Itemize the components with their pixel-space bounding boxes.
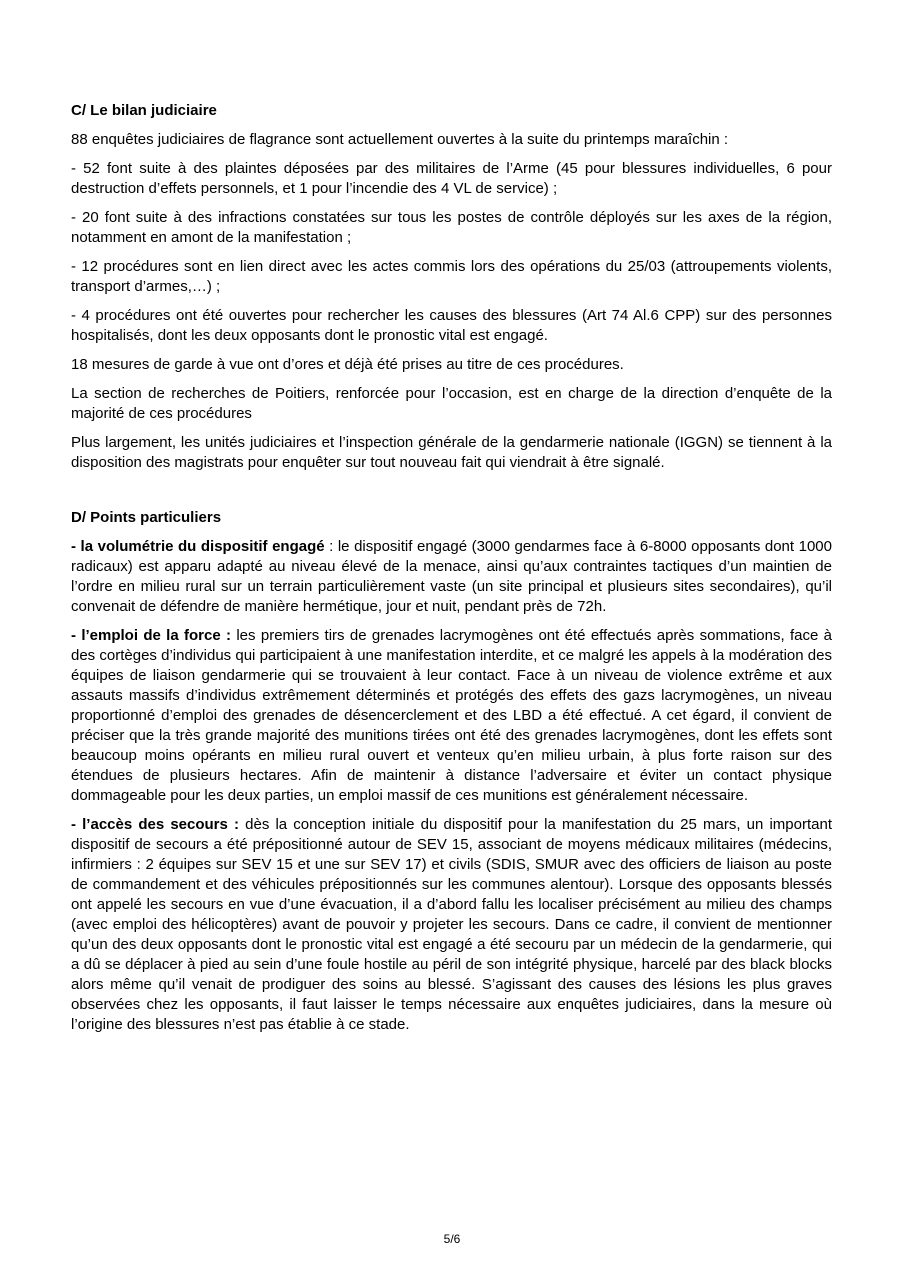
point-item bbox=[71, 537, 832, 617]
point-text: les premiers tirs de grenades lacrymogènes ont été effectués après sommations, face à des cortèges d’individus qui participaient à une manifestation interdite, et ce malgré les appels à la modération des équipes de liaison gendarmerie qui se trouvaient à leur contact. Face à un niveau de violence extrême et aux assauts massifs d’individus extrêmement déterminés et protégés des effets des gazs lacrymogènes, un niveau proportionné d’emploi des grenades de désencerclement et des LBD a été effectué. A cet égard, il convient de préciser que la très grande majorité des munitions tirées ont été des grenades lacrymogènes, dont les effets sont beaucoup moins opérants en milieu rural ouvert et venteux qu’en milieu urbain, à plus forte raison sur des étendues de plusieurs hectares. Afin de maintenir à distance l’adversaire et éviter un contact physique dommageable pour les deux parties, un emploi massif de ces munitions est généralement nécessaire. bbox=[71, 627, 832, 804]
document-page bbox=[71, 100, 832, 1044]
paragraph: Plus largement, les unités judiciaires et l’inspection générale de la gendarmerie nationale (IGGN) se tiennent à la disposition des magistrats pour enquêter sur tout nouveau fait qui viendrait à être signalé. bbox=[71, 434, 832, 471]
point-text: : le dispositif engagé (3000 gendarmes face à 6-8000 opposants dont 1000 radicaux) est apparu adapté au niveau élevé de la menace, ainsi qu’aux contraintes tactiques d’un maintien de l’ordre en milieu rural sur un terrain particulièrement vaste (un site principal et plusieurs sites secondaires), qu’il convenait de défendre de manière hermétique, jour et nuit, pendant près de 72h. bbox=[71, 538, 832, 615]
section-judicial-review bbox=[71, 100, 832, 473]
page-number: 5/6 bbox=[443, 1232, 461, 1246]
paragraph: - 20 font suite à des infractions constatées sur tous les postes de contrôle déployés sur les axes de la région, notamment en amont de la manifestation ; bbox=[71, 209, 832, 246]
point-lead: - l’accès des secours : bbox=[71, 816, 239, 833]
paragraph: - 12 procédures sont en lien direct avec les actes commis lors des opérations du 25/03 (attroupements violents, transport d’armes,…) ; bbox=[71, 258, 832, 295]
section-particular-points bbox=[71, 507, 832, 1035]
paragraph: - 4 procédures ont été ouvertes pour rechercher les causes des blessures (Art 74 Al.6 CPP) sur des personnes hospitalisés, dont les deux opposants dont le pronostic vital est engagé. bbox=[71, 307, 832, 344]
paragraph: - 52 font suite à des plaintes déposées par des militaires de l’Arme (45 pour blessures individuelles, 6 pour destruction d’effets personnels, et 1 pour l’incendie des 4 VL de service) ; bbox=[71, 160, 832, 197]
section-d-heading: D/ Points particuliers bbox=[71, 509, 222, 526]
point-lead: - l’emploi de la force : bbox=[71, 627, 232, 644]
paragraph: 88 enquêtes judiciaires de flagrance sont actuellement ouvertes à la suite du printemps maraîchin : bbox=[71, 131, 729, 148]
section-c-heading: C/ Le bilan judiciaire bbox=[71, 102, 217, 119]
point-item bbox=[71, 626, 832, 806]
point-text: dès la conception initiale du dispositif pour la manifestation du 25 mars, un important dispositif de secours a été prépositionné autour de SEV 15, associant de moyens médicaux militaires (médecins, infirmiers : 2 équipes sur SEV 15 et une sur SEV 17) et civils (SDIS, SMUR avec des officiers de liaison au poste de commandement et des véhicules prépositionnés sur les communes alentour). Lorsque des opposants blessés ont appelé les secours en vue d’une évacuation, il a d’abord fallu les localiser précisément au milieu des champs (avec emploi des hélicoptères) avant de pouvoir y projeter les secours. Dans ce cadre, il convient de mentionner qu’un des deux opposants dont le pronostic vital est engagé a été secouru par un médecin de la gendarmerie, qui a dû se déplacer à pied au sein d’une foule hostile au péril de son intégrité physique, harcelé par des black blocks alors même qu’il venait de prodiguer des soins au blessé. S’agissant des causes des lésions les plus graves observées chez les opposants, il faut laisser le temps nécessaire aux enquêtes judiciaires, dans la mesure où l’origine des blessures n’est pas établie à ce stade. bbox=[71, 816, 832, 1033]
paragraph: La section de recherches de Poitiers, renforcée pour l’occasion, est en charge de la direction d’enquête de la majorité de ces procédures bbox=[71, 385, 832, 422]
paragraph: 18 mesures de garde à vue ont d’ores et déjà été prises au titre de ces procédures. bbox=[71, 356, 624, 373]
point-item bbox=[71, 815, 832, 1035]
point-lead: - la volumétrie du dispositif engagé bbox=[71, 538, 325, 555]
